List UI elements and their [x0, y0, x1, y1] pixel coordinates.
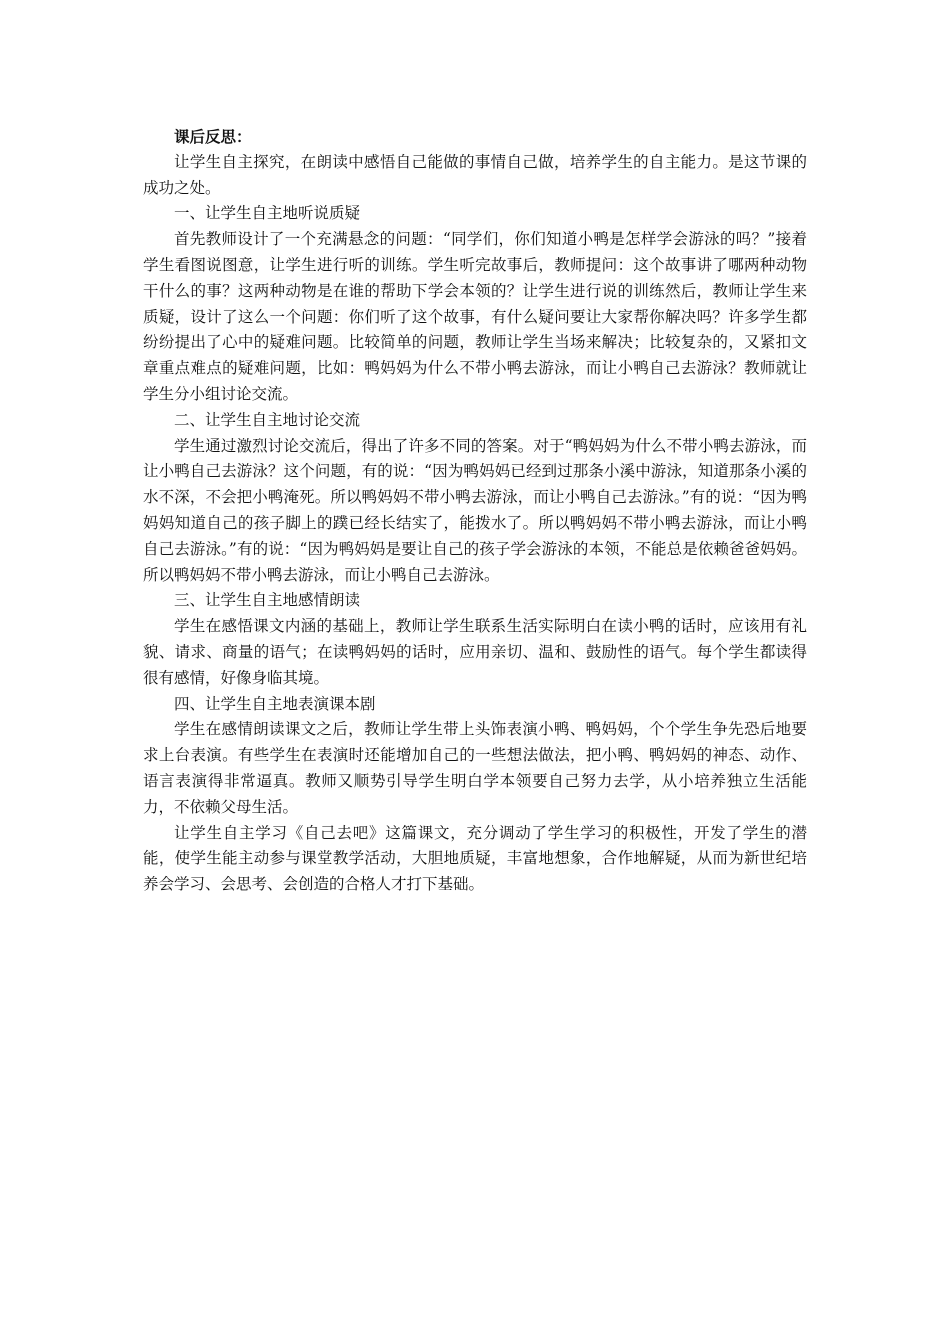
section-heading-2: 二、让学生自主地讨论交流 — [174, 410, 361, 429]
paragraph-section-2: 学生通过激烈讨论交流后，得出了许多不同的答案。对于“鸭妈妈为什么不带小鸭去游泳，而让小鸭自己去游泳？这个问题，有的说：“因为鸭妈妈已经到过那条小溪中游泳，知道那条小溪的水不深，不会把小鸭淹死。所以鸭妈妈不带小鸭去游泳，而让小鸭自己去游泳。”有的说：“因为鸭妈妈知道自己的孩子脚上的蹼已经长结实了，能拨水了。所以鸭妈妈不带小鸭去游泳，而让小鸭自己去游泳。”有的说：“因为鸭妈妈是要让自己的孩子学会游泳的本领，不能总是依赖爸爸妈妈。所以鸭妈妈不带小鸭去游泳，而让小鸭自己去游泳。 — [143, 436, 807, 584]
section-heading-3: 三、让学生自主地感情朗读 — [174, 591, 361, 610]
paragraph-section-1: 首先教师设计了一个充满悬念的问题：“同学们，你们知道小鸭是怎样学会游泳的吗？”接着学生看图说图意，让学生进行听的训练。学生听完故事后，教师提问：这个故事讲了哪两种动物干什么的事？这两种动物是在谁的帮助下学会本领的？让学生进行说的训练然后，教师让学生来质疑，设计了这么一个问题：你们听了这个故事，有什么疑问要让大家帮你解决吗？许多学生都纷纷提出了心中的疑难问题。比较简单的问题，教师让学生当场来解决；比较复杂的，又紧扣文章重点难点的疑难问题，比如：鸭妈妈为什么不带小鸭去游泳，而让小鸭自己去游泳？教师就让学生分小组讨论交流。 — [143, 230, 807, 403]
paragraph-conclusion: 让学生自主学习《自己去吧》这篇课文，充分调动了学生学习的积极性，开发了学生的潜能，使学生能主动参与课堂教学活动，大胆地质疑，丰富地想象，合作地解疑，从而为新世纪培养会学习、会思考、会创造的合格人才打下基础。 — [143, 823, 807, 894]
document-title: 课后反思： — [174, 127, 252, 146]
section-heading-1: 一、让学生自主地听说质疑 — [174, 204, 361, 223]
paragraph-section-3: 学生在感悟课文内涵的基础上，教师让学生联系生活实际明白在读小鸭的话时，应该用有礼貌、请求、商量的语气；在读鸭妈妈的话时，应用亲切、温和、鼓励性的语气。每个学生都读得很有感情，好像身临其境。 — [143, 617, 807, 687]
paragraph-intro: 让学生自主探究，在朗读中感悟自己能做的事情自己做，培养学生的自主能力。是这节课的成功之处。 — [143, 152, 807, 197]
paragraph-section-4: 学生在感情朗读课文之后，教师让学生带上头饰表演小鸭、鸭妈妈，个个学生争先恐后地要求上台表演。有些学生在表演时还能增加自己的一些想法做法，把小鸭、鸭妈妈的神态、动作、语言表演得非常逼真。教师又顺势引导学生明白学本领要自己努力去学，从小培养独立生活能力，不依赖父母生活。 — [143, 720, 807, 816]
document-page — [143, 124, 807, 898]
section-heading-4: 四、让学生自主地表演课本剧 — [174, 694, 376, 713]
